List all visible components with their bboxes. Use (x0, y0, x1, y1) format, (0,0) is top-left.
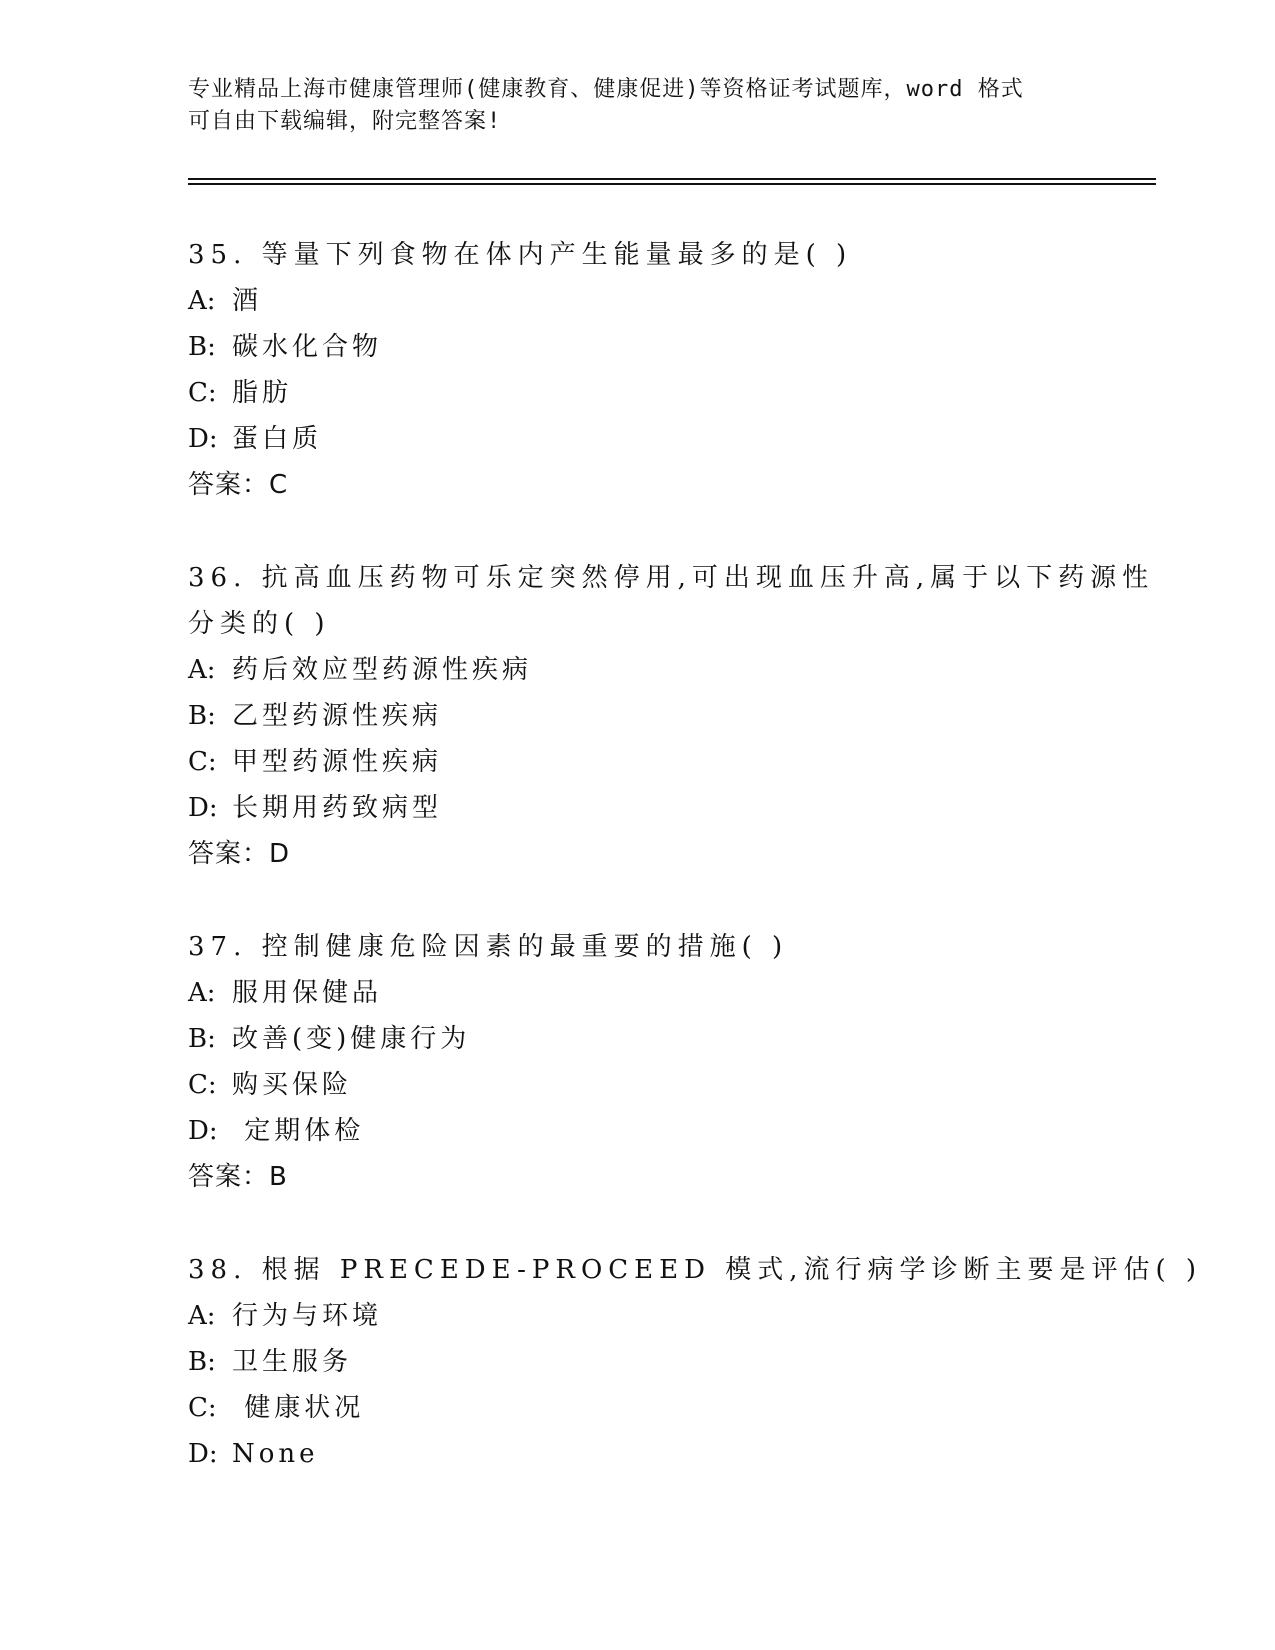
option-key: C: (188, 1393, 217, 1423)
header-line-1: 专业精品上海市健康管理师(健康教育、健康促进)等资格证考试题库，word 格式 (188, 77, 1024, 102)
option-text: 脂肪 (232, 378, 293, 408)
option-text: None (232, 1439, 319, 1469)
option-key: B: (188, 1024, 216, 1054)
option-key: A: (188, 978, 216, 1008)
question-list (188, 232, 1203, 1524)
question-stem-continued: 分类的( ) (188, 609, 331, 639)
option-key: D: (188, 424, 218, 454)
option-d (188, 785, 1088, 831)
question-stem: 37. 控制健康危险因素的最重要的措施( ) (188, 932, 789, 962)
option-text: 蛋白质 (232, 424, 323, 454)
option-text: 购买保险 (232, 1070, 353, 1100)
option-d (188, 1108, 1088, 1154)
option-b (188, 324, 1088, 370)
option-key: D: (188, 793, 218, 823)
option-key: B: (188, 332, 216, 362)
option-text: 卫生服务 (232, 1347, 353, 1377)
option-text: 甲型药源性疾病 (232, 747, 443, 777)
option-a (188, 970, 1088, 1016)
option-key: C: (188, 1070, 217, 1100)
option-text: 碳水化合物 (232, 332, 383, 362)
header-divider-bottom (188, 183, 1156, 185)
option-text: 改善(变)健康行为 (232, 1024, 471, 1054)
answer-line: 答案：D (188, 839, 291, 869)
option-a (188, 647, 1088, 693)
option-d (188, 416, 1088, 462)
option-key: A: (188, 286, 216, 316)
question-stem: 38. 根据 PRECEDE-PROCEED 模式,流行病学诊断主要是评估( ) (188, 1255, 1203, 1285)
question-38 (188, 1247, 1203, 1477)
header-divider-top (188, 178, 1156, 180)
option-key: B: (188, 701, 216, 731)
option-key: D: (188, 1116, 218, 1146)
document-header (188, 74, 1088, 138)
option-a (188, 278, 1088, 324)
option-key: B: (188, 1347, 216, 1377)
option-d (188, 1431, 1088, 1477)
option-c (188, 1062, 1088, 1108)
answer-line: 答案：C (188, 470, 289, 500)
option-key: A: (188, 655, 216, 685)
option-key: A: (188, 1301, 216, 1331)
option-b (188, 693, 1088, 739)
option-b (188, 1016, 1088, 1062)
option-b (188, 1339, 1088, 1385)
question-stem: 35. 等量下列食物在体内产生能量最多的是( ) (188, 240, 853, 270)
option-text: 乙型药源性疾病 (232, 701, 443, 731)
question-36 (188, 555, 1155, 877)
option-c (188, 370, 1088, 416)
option-text: 酒 (232, 286, 263, 316)
question-35 (188, 232, 1088, 508)
question-37 (188, 924, 1088, 1200)
option-text: 行为与环境 (232, 1301, 383, 1331)
option-text: 定期体检 (232, 1116, 365, 1146)
option-text: 长期用药致病型 (232, 793, 443, 823)
option-key: D: (188, 1439, 218, 1469)
option-text: 健康状况 (232, 1393, 365, 1423)
option-key: C: (188, 378, 217, 408)
option-c (188, 1385, 1088, 1431)
header-line-2: 可自由下载编辑，附完整答案! (188, 109, 502, 134)
option-text: 服用保健品 (232, 978, 383, 1008)
question-stem: 36. 抗高血压药物可乐定突然停用,可出现血压升高,属于以下药源性 (188, 563, 1155, 593)
option-text: 药后效应型药源性疾病 (232, 655, 533, 685)
option-c (188, 739, 1088, 785)
answer-line: 答案：B (188, 1162, 288, 1192)
option-a (188, 1293, 1088, 1339)
option-key: C: (188, 747, 217, 777)
